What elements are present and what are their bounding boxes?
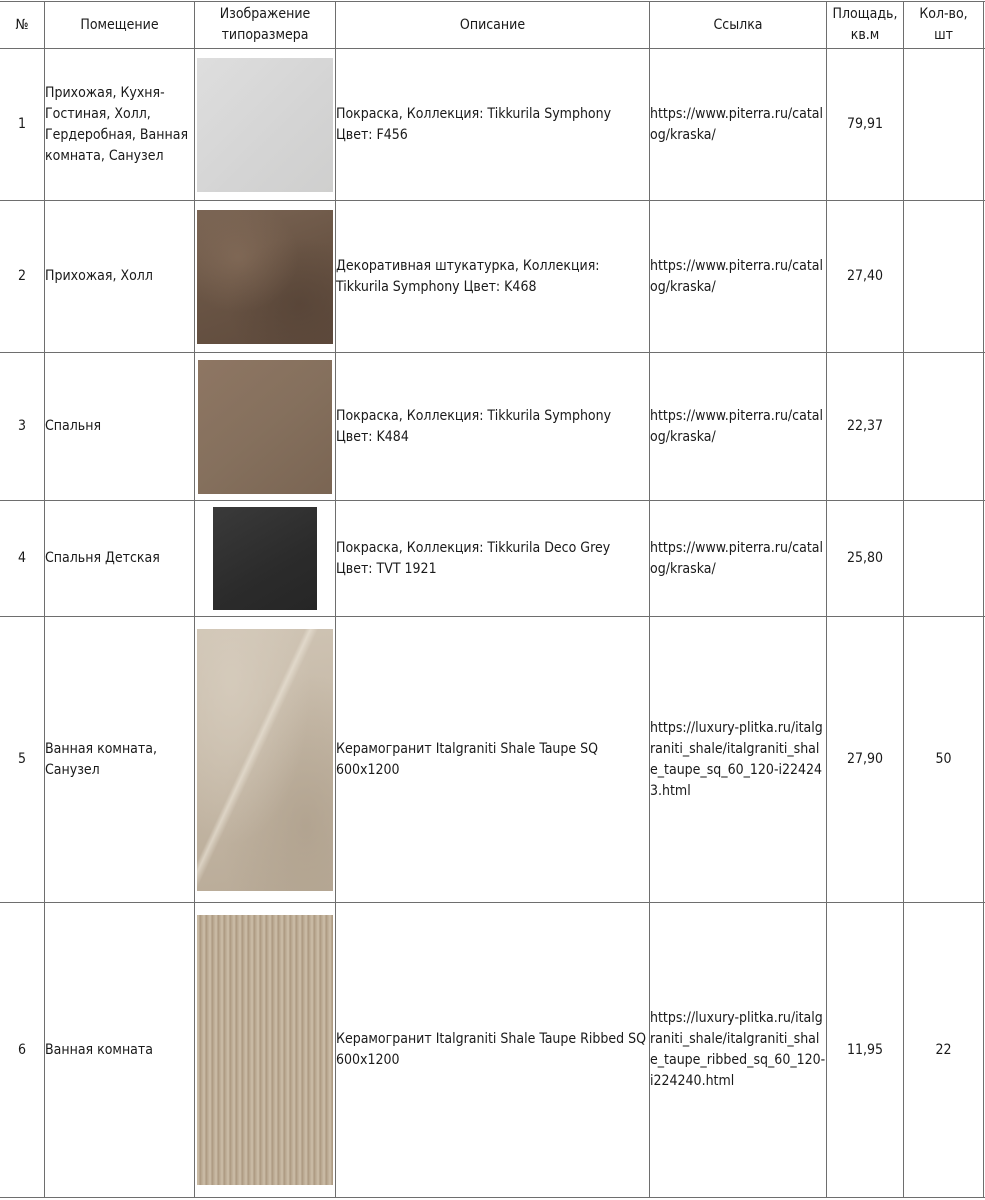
row-description: Покраска, Коллекция: Tikkurila Symphony Цвет: F456 [336,49,650,201]
header-num: № [0,2,45,49]
row-num: 4 [0,501,45,617]
row-image-cell [195,201,336,353]
header-qty: Кол-во, шт [904,2,984,49]
header-description: Описание [336,2,650,49]
row-image-cell [195,903,336,1198]
row-room: Спальня Детская [45,501,195,617]
row-qty [904,201,984,353]
row-image-cell [195,617,336,903]
shale-taupe-tile-swatch [197,629,333,891]
row-area: 27,40 [827,201,904,353]
row-num: 1 [0,49,45,201]
header-row [0,2,985,49]
row-image-cell [195,353,336,501]
row-qty [904,49,984,201]
table-row [0,617,985,903]
row-area: 22,37 [827,353,904,501]
row-area: 79,91 [827,49,904,201]
row-description: Керамогранит Italgraniti Shale Taupe SQ 600x1200 [336,617,650,903]
row-qty: 22 [904,903,984,1198]
header-room: Помещение [45,2,195,49]
row-area: 25,80 [827,501,904,617]
row-image-cell [195,501,336,617]
row-num: 6 [0,903,45,1198]
row-link[interactable]: https://www.piterra.ru/catalog/kraska/ [650,353,827,501]
header-image: Изображение типоразмера [195,2,336,49]
brown-plaster-swatch [197,210,333,344]
row-link[interactable]: https://luxury-plitka.ru/italgraniti_shale/italgraniti_shale_taupe_ribbed_sq_60_120-i224240.html [650,903,827,1198]
table-row [0,353,985,501]
row-room: Прихожая, Холл [45,201,195,353]
table-row [0,501,985,617]
row-description: Покраска, Коллекция: Tikkurila Symphony Цвет: K484 [336,353,650,501]
row-link[interactable]: https://www.piterra.ru/catalog/kraska/ [650,501,827,617]
row-num: 5 [0,617,45,903]
header-link: Ссылка [650,2,827,49]
table-row [0,49,985,201]
finishes-specification-table [0,1,985,1198]
row-room: Прихожая, Кухня-Гостиная, Холл, Гердеробная, Ванная комната, Санузел [45,49,195,201]
row-image-cell [195,49,336,201]
row-room: Ванная комната [45,903,195,1198]
row-link[interactable]: https://www.piterra.ru/catalog/kraska/ [650,49,827,201]
row-description: Декоративная штукатурка, Коллекция: Tikkurila Symphony Цвет: K468 [336,201,650,353]
table-row [0,201,985,353]
row-area: 27,90 [827,617,904,903]
row-room: Ванная комната, Санузел [45,617,195,903]
row-qty [904,501,984,617]
table-row [0,903,985,1198]
ribbed-taupe-tile-swatch [197,915,333,1185]
row-description: Керамогранит Italgraniti Shale Taupe Ribbed SQ 600x1200 [336,903,650,1198]
row-description: Покраска, Коллекция: Tikkurila Deco Grey Цвет: TVT 1921 [336,501,650,617]
row-num: 2 [0,201,45,353]
row-num: 3 [0,353,45,501]
row-qty: 50 [904,617,984,903]
row-link[interactable]: https://www.piterra.ru/catalog/kraska/ [650,201,827,353]
row-link[interactable]: https://luxury-plitka.ru/italgraniti_shale/italgraniti_shale_taupe_sq_60_120-i224243.html [650,617,827,903]
header-area: Площадь, кв.м [827,2,904,49]
row-room: Спальня [45,353,195,501]
dark-grey-paint-swatch [213,507,317,610]
light-grey-paint-swatch [197,58,333,192]
row-qty [904,353,984,501]
taupe-paint-swatch [198,360,332,494]
row-area: 11,95 [827,903,904,1198]
